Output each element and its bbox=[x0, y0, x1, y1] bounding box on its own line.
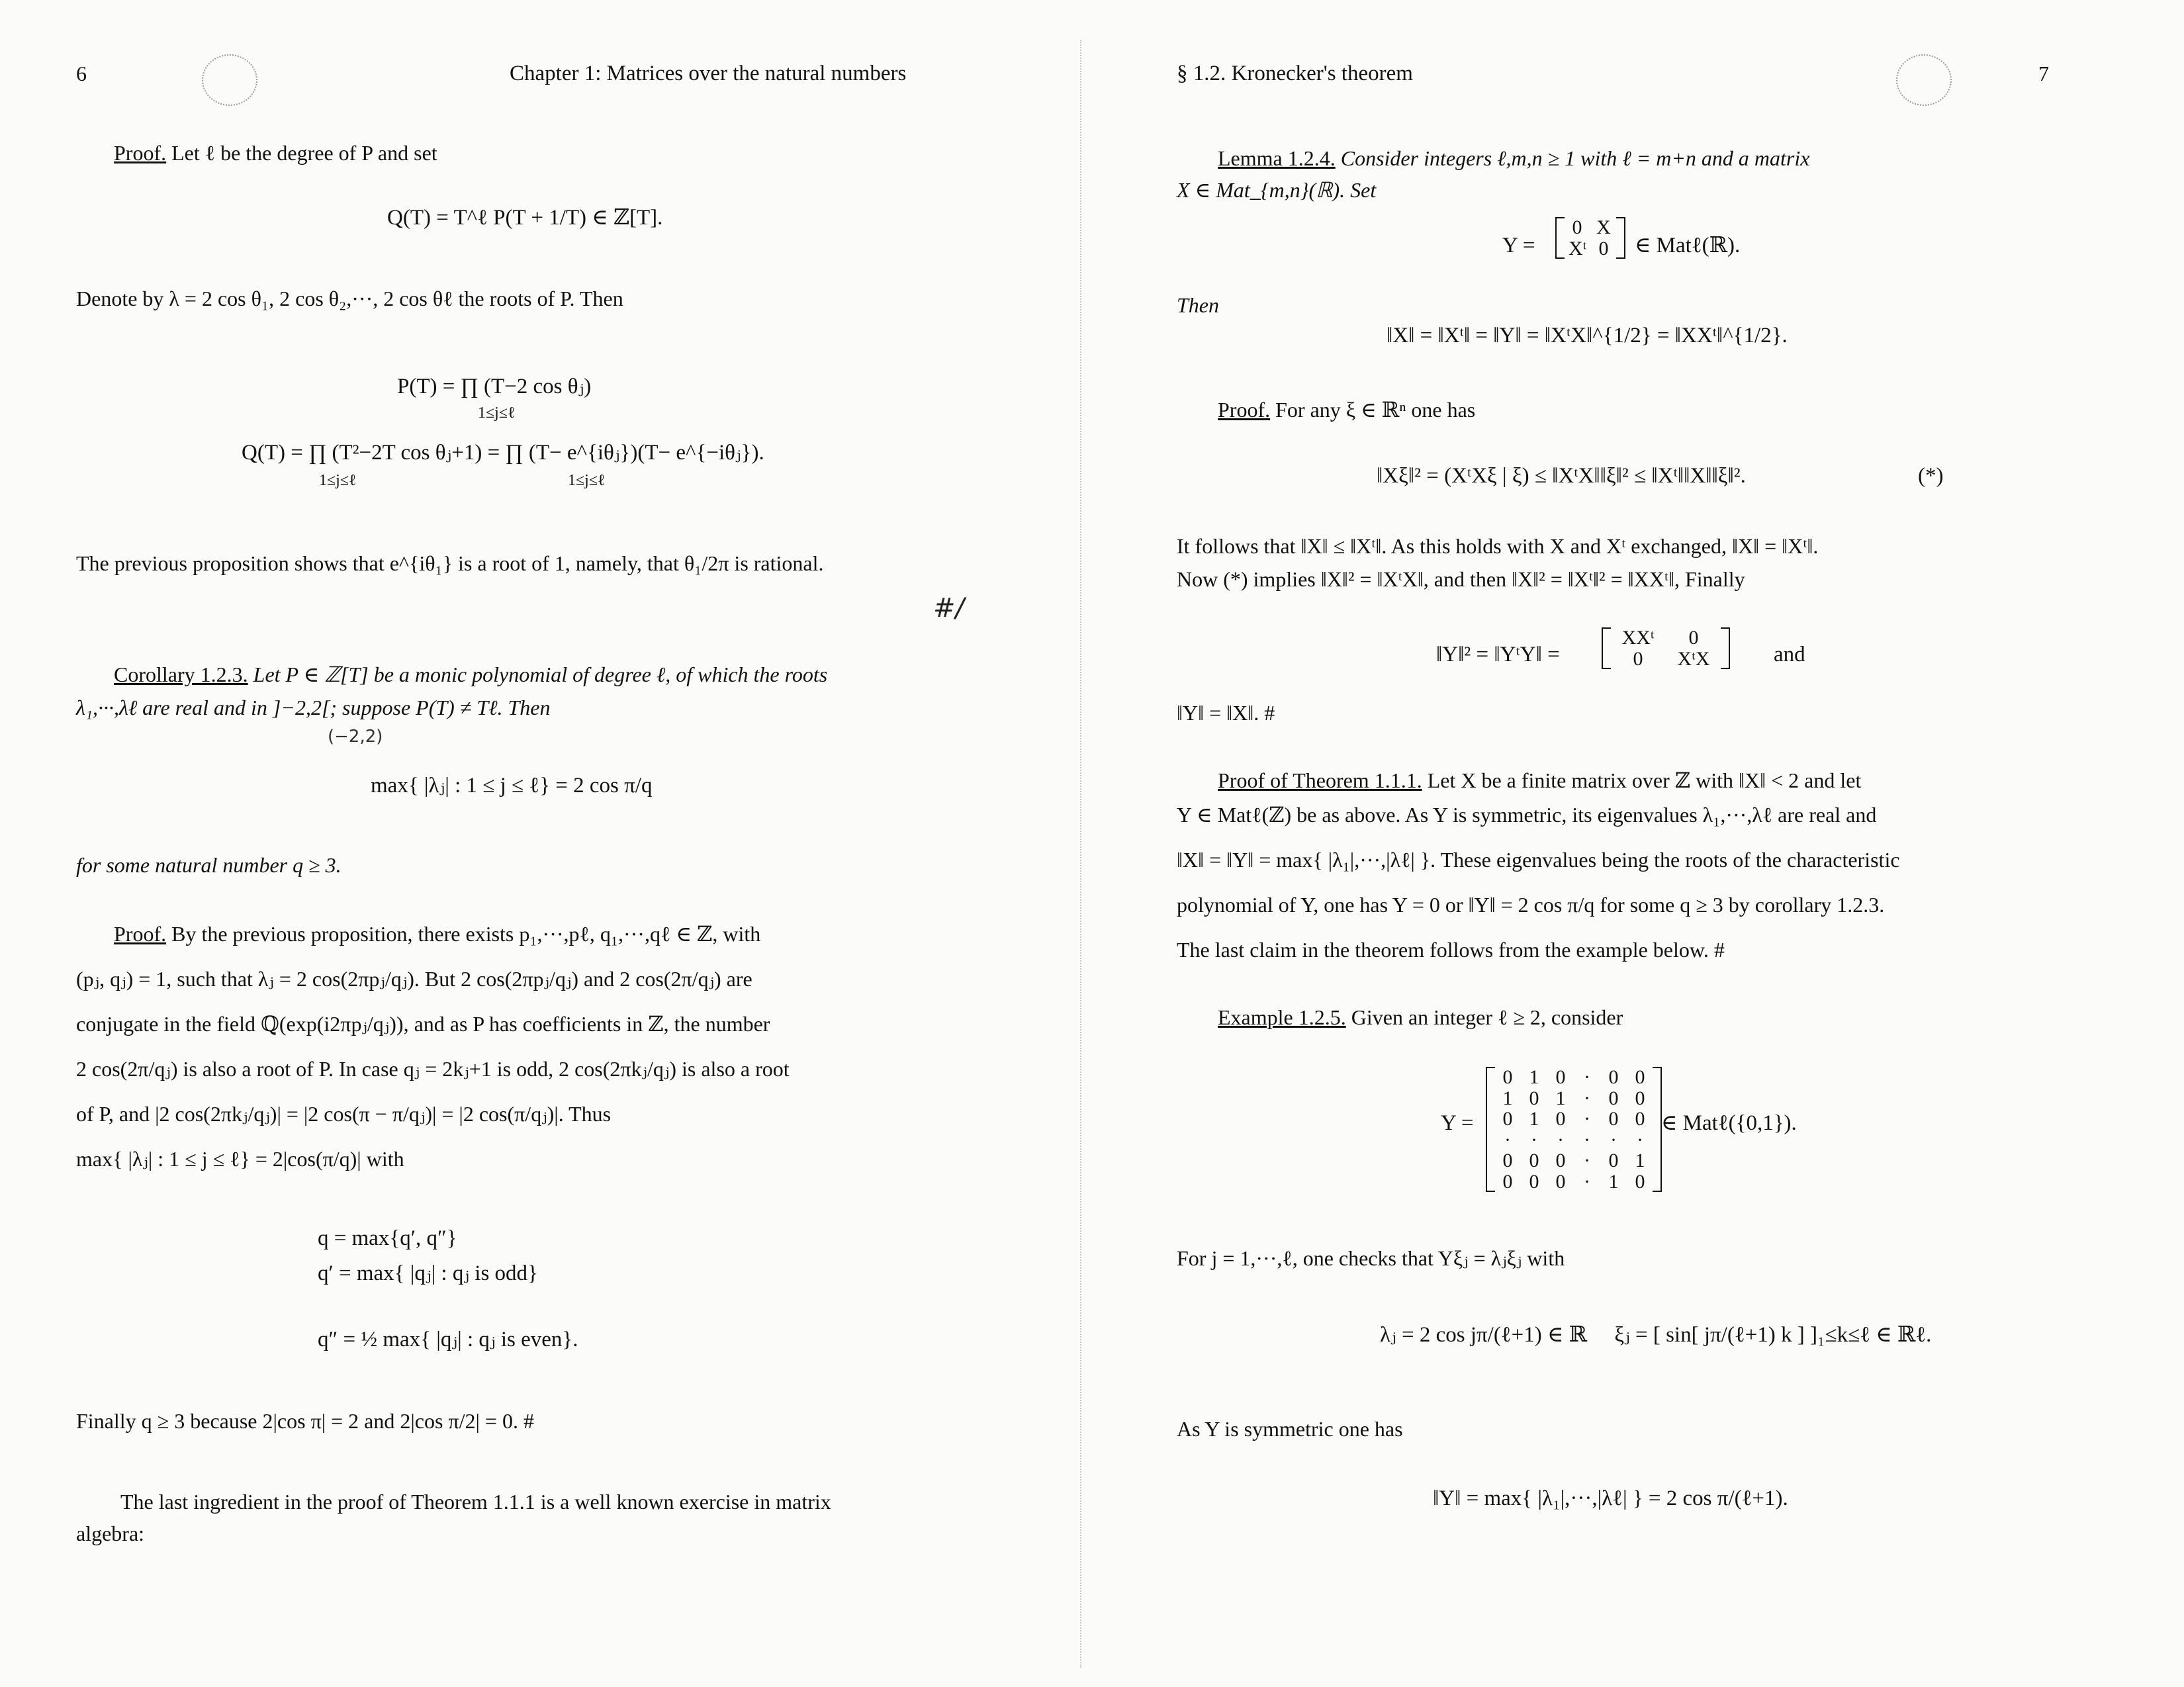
equation-pt-subscript: 1≤j≤ℓ bbox=[478, 404, 516, 422]
matrix-y: 0 X Xᵗ 0 bbox=[1569, 217, 1612, 259]
equation-example-rhs: ∈ Matℓ({0,1}). bbox=[1661, 1111, 1797, 1135]
finally-line: Finally q ≥ 3 because 2|cos π| = 2 and 2|cos π/2| = 0. # bbox=[76, 1409, 534, 1433]
equation-qt: Q(T) = T^ℓ P(T + 1/T) ∈ ℤ[T]. bbox=[387, 206, 663, 230]
proof-theorem-line-4: polynomial of Y, one has Y = 0 or ‖Y‖ = 2 cos π/q for some q ≥ 3 by corollary 1.2.3. bbox=[1177, 893, 1885, 917]
equation-lambda-xi: λⱼ = 2 cos jπ/(ℓ+1) ∈ ℝ ξⱼ = [ sin[ jπ/(ℓ+1) k ] ]₁≤k≤ℓ ∈ ℝℓ. bbox=[1380, 1323, 1932, 1347]
as-y-symmetric-line: As Y is symmetric one has bbox=[1177, 1417, 1403, 1441]
equation-max: max{ |λⱼ| : 1 ≤ j ≤ ℓ} = 2 cos π/q bbox=[371, 774, 653, 798]
proof-label: Proof. bbox=[114, 141, 167, 165]
proof2-line-1: Proof. By the previous proposition, there exists p₁,···,pℓ, q₁,···,qℓ ∈ ℤ, with bbox=[114, 922, 761, 946]
proof-theorem-label: Proof of Theorem 1.1.1. bbox=[1218, 768, 1422, 792]
example-line bbox=[1218, 1005, 1623, 1030]
previous-proposition-line: The previous proposition shows that e^{iθ₁} is a root of 1, namely, that θ₁/2π is rational. bbox=[76, 551, 824, 575]
corollary-line-2: λ₁,···,λℓ are real and in ]−2,2[; suppose P(T) ≠ Tℓ. Then bbox=[76, 696, 551, 719]
equation-y-rhs: ∈ Matℓ(ℝ). bbox=[1635, 234, 1741, 257]
lemma-text-1: Consider integers ℓ,m,n ≥ 1 with ℓ = m+n and a matrix bbox=[1340, 146, 1810, 170]
equation-qt-subscript-2: 1≤j≤ℓ bbox=[568, 472, 606, 489]
follows-line-2: Now (*) implies ‖X‖² = ‖XᵗX‖, and then ‖X‖² = ‖Xᵗ‖² = ‖XXᵗ‖, Finally bbox=[1177, 567, 1745, 591]
proof2-line-3: conjugate in the field ℚ(exp(i2πpⱼ/qⱼ)), and as P has coefficients in ℤ, the number bbox=[76, 1012, 770, 1036]
proof-intro: Let ℓ be the degree of P and set bbox=[171, 141, 437, 165]
proof-paragraph bbox=[114, 140, 437, 165]
corollary-label: Corollary 1.2.3. bbox=[114, 662, 248, 686]
hole-punch-mark bbox=[1896, 54, 1952, 106]
proof-theorem-line-1: Proof of Theorem 1.1.1. Let X be a finite matrix over ℤ with ‖X‖ < 2 and let bbox=[1218, 768, 1862, 792]
example-label: Example 1.2.5. bbox=[1218, 1005, 1346, 1029]
proof-theorem-line-5: The last claim in the theorem follows from the example below. # bbox=[1177, 938, 1725, 962]
proof-line bbox=[1218, 397, 1475, 422]
corollary-line-1 bbox=[114, 662, 827, 687]
then-label: Then bbox=[1177, 293, 1219, 317]
page-number: 7 bbox=[2038, 62, 2049, 85]
equation-q-prime: q′ = max{ |qⱼ| : qⱼ is odd} bbox=[318, 1261, 538, 1285]
corollary-text-1: Let P ∈ ℤ[T] be a monic polynomial of degree ℓ, of which the roots bbox=[253, 662, 828, 686]
running-head: § 1.2. Kronecker's theorem bbox=[1177, 62, 1413, 85]
example-text: Given an integer ℓ ≥ 2, consider bbox=[1351, 1005, 1623, 1029]
equation-example-lhs: Y = bbox=[1441, 1111, 1474, 1135]
lemma-line-1 bbox=[1218, 146, 1809, 171]
equation-y-lhs: Y = bbox=[1502, 234, 1535, 257]
equation-y2-lhs: ‖Y‖² = ‖YᵗY‖ = bbox=[1436, 643, 1560, 666]
last-paragraph-line-1: The last ingredient in the proof of Theorem 1.1.1 is a well known exercise in matrix bbox=[120, 1490, 831, 1514]
equation-y2-rhs: and bbox=[1774, 643, 1805, 666]
equation-final: ‖Y‖ = max{ |λ₁|,···,|λℓ| } = 2 cos π/(ℓ+1). bbox=[1433, 1486, 1788, 1510]
proof2-line-5: of P, and |2 cos(2πkⱼ/qⱼ)| = |2 cos(π − π/qⱼ)| = |2 cos(π/qⱼ)|. Thus bbox=[76, 1102, 612, 1126]
equation-star-tag: (*) bbox=[1918, 464, 1944, 488]
matrix-example: 0 1 0 · 0 0 1 0 1 · 0 0 0 1 0 · 0 0 · · · · · · 0 0 0 · 0 1 0 0 0 · 1 0 bbox=[1499, 1067, 1649, 1192]
handwritten-note: (−2,2) bbox=[328, 727, 383, 747]
equation-qt-subscript-1: 1≤j≤ℓ bbox=[319, 472, 357, 489]
equation-qt-product: Q(T) = ∏ (T²−2T cos θⱼ+1) = ∏ (T− e^{iθⱼ})(T− e^{−iθⱼ}). bbox=[242, 441, 764, 465]
for-j-line: For j = 1,···,ℓ, one checks that Yξⱼ = λⱼξⱼ with bbox=[1177, 1246, 1565, 1270]
proof-theorem-line-2: Y ∈ Matℓ(ℤ) be as above. As Y is symmetric, its eigenvalues λ₁,···,λℓ are real and bbox=[1177, 803, 1877, 827]
y-equals-x-line: ‖Y‖ = ‖X‖. # bbox=[1177, 701, 1275, 725]
equation-q: q = max{q′, q″} bbox=[318, 1226, 457, 1250]
last-paragraph-line-2: algebra: bbox=[76, 1522, 145, 1545]
lemma-label: Lemma 1.2.4. bbox=[1218, 146, 1336, 170]
proof2-line-6: max{ |λⱼ| : 1 ≤ j ≤ ℓ} = 2|cos(π/q)| with bbox=[76, 1147, 404, 1171]
equation-pt: P(T) = ∏ (T−2 cos θⱼ) bbox=[397, 375, 592, 398]
running-head: Chapter 1: Matrices over the natural numbers bbox=[510, 62, 907, 85]
matrix-y2: XXᵗ 0 0 XᵗX bbox=[1615, 627, 1717, 669]
proof-label: Proof. bbox=[1218, 398, 1271, 422]
follows-line-1: It follows that ‖X‖ ≤ ‖Xᵗ‖. As this holds with X and Xᵗ exchanged, ‖X‖ = ‖Xᵗ‖. bbox=[1177, 534, 1819, 558]
right-page bbox=[1092, 0, 2184, 1687]
proof2-line-4: 2 cos(2π/qⱼ) is also a root of P. In case qⱼ = 2kⱼ+1 is odd, 2 cos(2πkⱼ/qⱼ) is also a root bbox=[76, 1057, 790, 1081]
proof-intro: For any ξ ∈ ℝⁿ one has bbox=[1275, 398, 1476, 422]
proof2-label: Proof. bbox=[114, 922, 167, 946]
equation-star: ‖Xξ‖² = (XᵗXξ | ξ) ≤ ‖XᵗX‖‖ξ‖² ≤ ‖Xᵗ‖‖X‖‖ξ‖². bbox=[1377, 464, 1746, 488]
page-number: 6 bbox=[76, 62, 87, 85]
hole-punch-mark bbox=[202, 54, 257, 106]
end-of-proof-mark: #/ bbox=[933, 593, 964, 623]
equation-norms: ‖X‖ = ‖Xᵗ‖ = ‖Y‖ = ‖XᵗX‖^{1/2} = ‖XXᵗ‖^{1/2}. bbox=[1387, 324, 1788, 347]
equation-q-double-prime: q″ = ½ max{ |qⱼ| : qⱼ is even}. bbox=[318, 1328, 578, 1351]
proof-theorem-line-3: ‖X‖ = ‖Y‖ = max{ |λ₁|,···,|λℓ| }. These eigenvalues being the roots of the characteristic bbox=[1177, 848, 1900, 872]
for-some-line: for some natural number q ≥ 3. bbox=[76, 853, 341, 877]
proof2-line-2: (pⱼ, qⱼ) = 1, such that λⱼ = 2 cos(2πpⱼ/qⱼ). But 2 cos(2πpⱼ/qⱼ) and 2 cos(2π/qⱼ) are bbox=[76, 967, 752, 991]
lemma-line-2: X ∈ Mat_{m,n}(ℝ). Set bbox=[1177, 178, 1377, 202]
denote-line: Denote by λ = 2 cos θ₁, 2 cos θ₂,···, 2 cos θℓ the roots of P. Then bbox=[76, 287, 623, 310]
